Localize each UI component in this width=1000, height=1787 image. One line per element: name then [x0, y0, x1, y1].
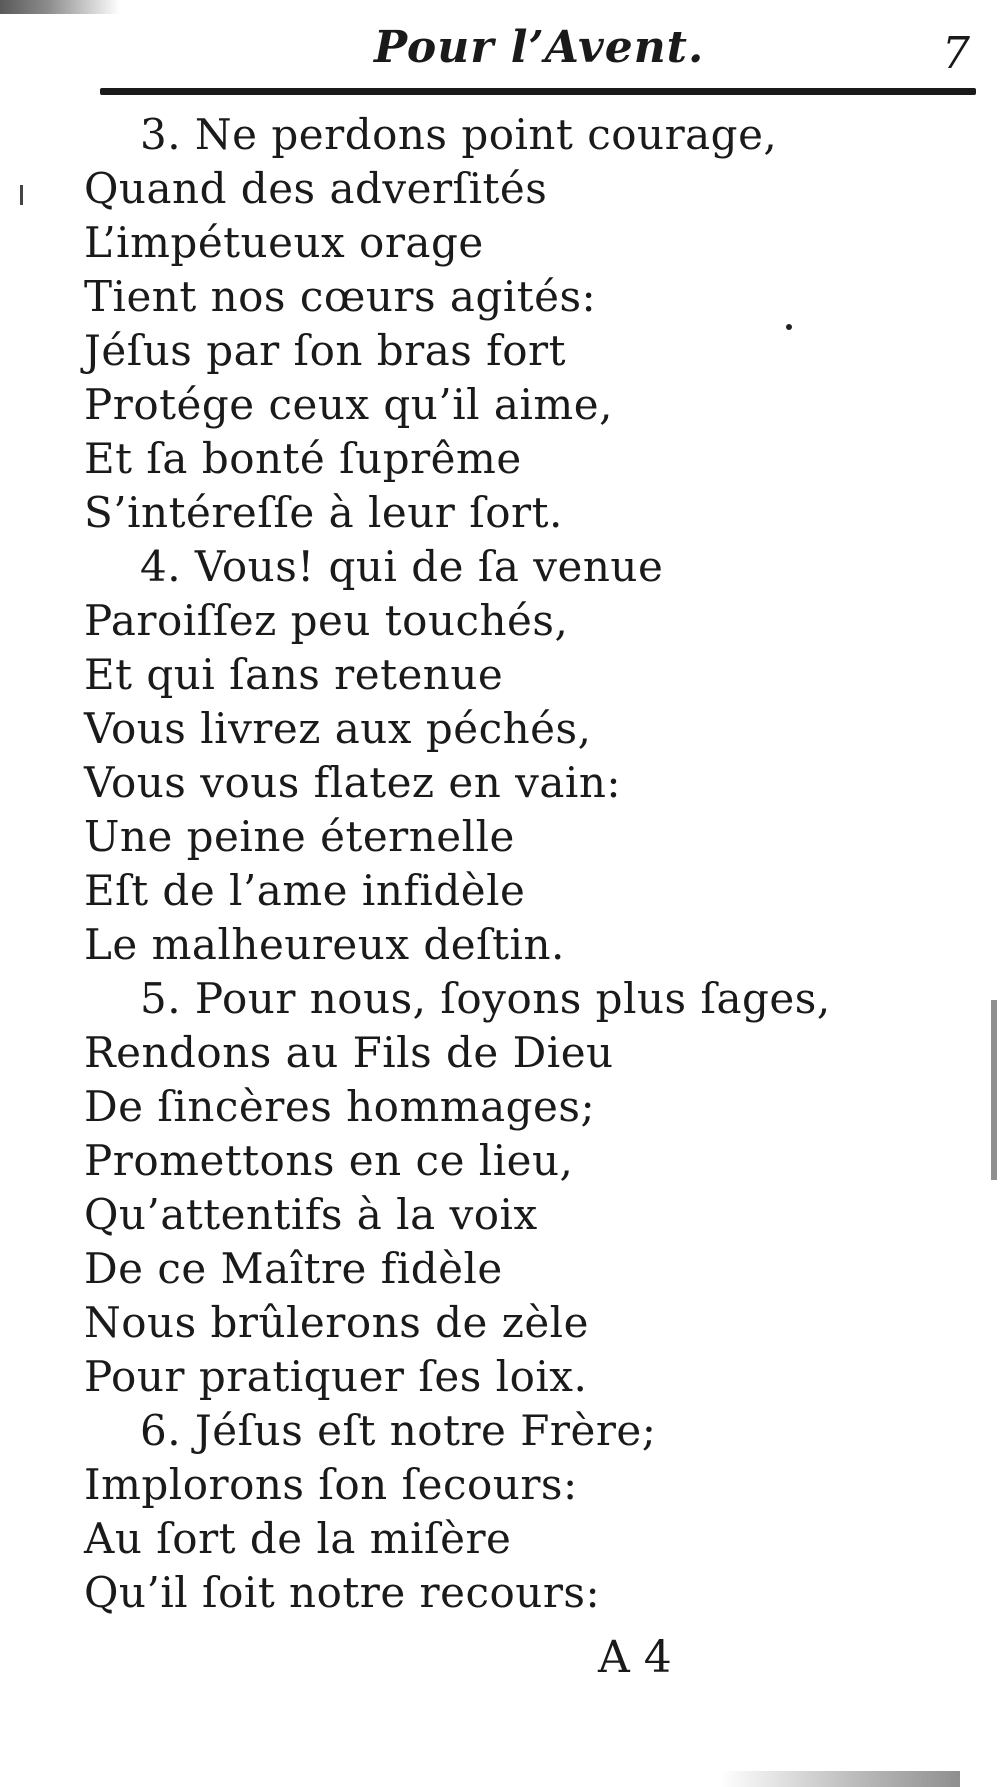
page-number: 7 — [942, 28, 970, 79]
verse-block — [84, 108, 984, 1620]
verse-line: De ſincères hommages; — [84, 1082, 596, 1131]
scan-edge-top — [0, 0, 120, 14]
verse-line: Jéſus par ſon bras fort — [84, 326, 566, 375]
scan-mark-left — [20, 185, 23, 205]
verse-line: Au ſort de la miſère — [84, 1514, 512, 1563]
verse-line: L’impétueux orage — [84, 218, 484, 267]
verse-line: Rendons au Fils de Dieu — [84, 1028, 614, 1077]
verse-line: Tient nos cœurs agités: — [84, 272, 597, 321]
scan-edge-right — [991, 1000, 997, 1180]
running-header — [100, 18, 980, 78]
verse-line: Implorons ſon ſecours: — [84, 1460, 578, 1509]
verse-line: Vous livrez aux péchés, — [84, 704, 592, 753]
verse-line: Nous brûlerons de zèle — [84, 1298, 589, 1347]
verse-line: Protége ceux qu’il aime, — [84, 380, 613, 429]
verse-line: Qu’il ſoit notre recours: — [84, 1568, 601, 1617]
verse-line: Et qui ſans retenue — [84, 650, 504, 699]
verse-line: Et ſa bonté ſuprême — [84, 434, 522, 483]
verse-line: Qu’attentifs à la voix — [84, 1190, 538, 1239]
verse-line: Vous vous flatez en vain: — [84, 758, 622, 807]
header-rule — [100, 88, 976, 95]
verse-line: Pour pratiquer ſes loix. — [84, 1352, 588, 1401]
verse-line: Une peine éternelle — [84, 812, 515, 861]
verse-line: 4. Vous! qui de ſa venue — [140, 542, 664, 591]
verse-line: Quand des adverſités — [84, 164, 548, 213]
verse-line: Le malheureux deſtin. — [84, 920, 565, 969]
verse-line: 3. Ne perdons point courage, — [140, 110, 778, 159]
verse-line: Paroiſſez peu touchés, — [84, 596, 569, 645]
verse-line: 6. Jéſus eſt notre Frère; — [140, 1406, 657, 1455]
verse-line: De ce Maître fidèle — [84, 1244, 503, 1293]
running-title: Pour l’Avent. — [374, 22, 705, 73]
signature-mark: A 4 — [598, 1632, 672, 1683]
scan-edge-bottom — [720, 1771, 960, 1787]
verse-line: 5. Pour nous, ſoyons plus ſages, — [140, 974, 831, 1023]
verse-line: S’intéreſſe à leur ſort. — [84, 488, 563, 537]
verse-line: Eſt de l’ame infidèle — [84, 866, 526, 915]
verse-line: Promettons en ce lieu, — [84, 1136, 574, 1185]
